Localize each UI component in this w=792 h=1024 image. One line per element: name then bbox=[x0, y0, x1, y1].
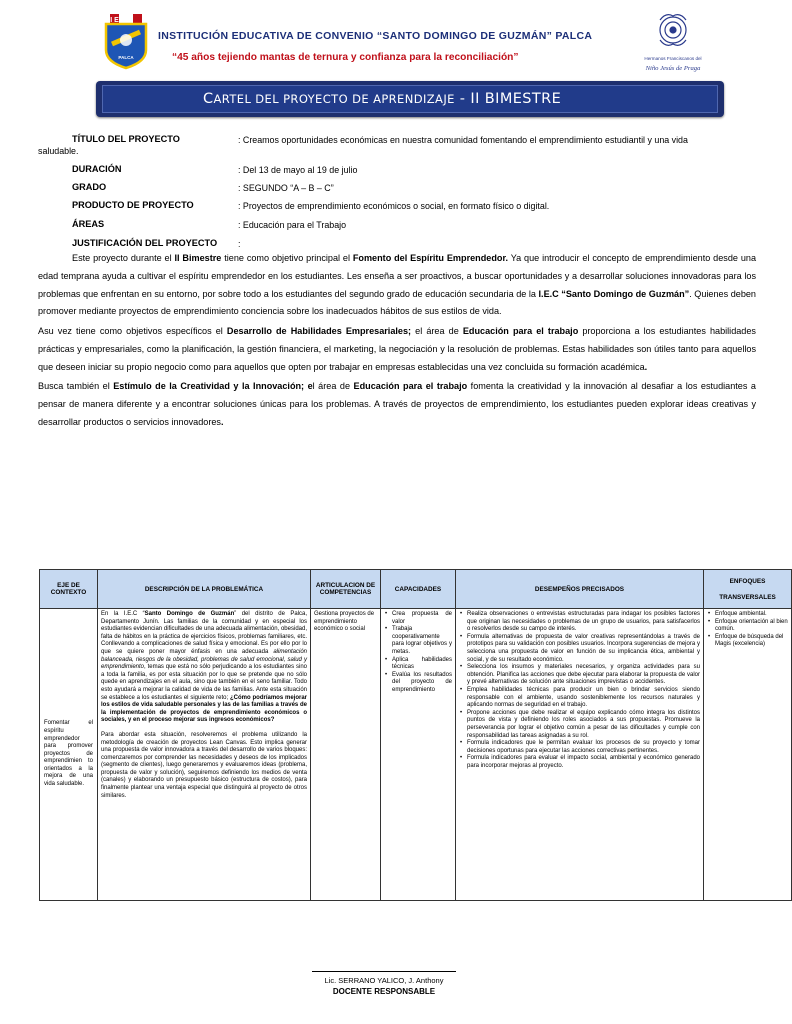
field-value-duracion: : Del 13 de mayo al 19 de julio bbox=[238, 165, 358, 175]
congregation-logo bbox=[636, 10, 710, 76]
page-title: CARTEL DEL PROYECTO DE APRENDIZAJE - II BIMESTRE bbox=[203, 91, 562, 107]
text-run: , temas que está no sólo perjudicando a los estudiantes sino a toda la familia, es por esta situación por lo que se pretende que no sólo quede en aprendizajes en el aula, sino que también en el seno familiar. Todo esto ayudará a mejorar la calidad de vida de las familias. Ante esta situación se establece a los estudiantes el siguiente reto; bbox=[101, 664, 307, 701]
institution-name: INSTITUCIÓN EDUCATIVA DE CONVENIO “SANTO DOMINGO DE GUZMÁN” PALCA bbox=[158, 30, 593, 42]
capacidades-list bbox=[384, 611, 452, 695]
justification-paragraph-2 bbox=[38, 323, 756, 376]
text-run: tiene como objetivo principal el bbox=[221, 253, 353, 263]
table-row bbox=[40, 609, 792, 901]
table-header-row bbox=[40, 570, 792, 609]
cell-eje: Fomentar el espíritu emprendedor para promover proyectos de emprendimien to orientados a la mejora de una vida saludable. bbox=[40, 609, 98, 901]
list-item: • Formula indicadores para evaluar el impacto social, ambiental y económico generado para incorporar mejoras al proyecto. bbox=[467, 755, 700, 770]
text-run: Santo Domingo de Guzmán bbox=[144, 611, 235, 617]
list-item: • Formula alternativas de propuesta de valor creativas representándolas a través de prototipos para su validación con posibles usuarios. Incorpora sugerencias de mejora y selecciona una propuesta de valor en función de su implicancia ética, ambiental y social, y de su resultado económico. bbox=[467, 634, 700, 664]
text-run: II Bimestre bbox=[174, 253, 222, 263]
text-run: Fomento del Espíritu Emprendedor. bbox=[352, 253, 509, 263]
crest-letter-i: I E bbox=[110, 17, 119, 24]
list-item: • Selecciona los insumos y materiales necesarios, y organiza actividades para su obtención. Planifica las acciones que debe ejecutar para elaborar la propuesta de valor y prevé alternativas de solución ante situaciones imprevistas o accidentes. bbox=[467, 664, 700, 687]
signature-name: Lic. SERRANO YALICO, J. Anthony bbox=[324, 976, 444, 985]
list-item: • Evalúa los resultados del proyecto de emprendimiento bbox=[392, 672, 452, 695]
text-run: proporciona a los estudiantes habilidades prácticas y empresariales, como la planificación, la gestión financiera, el marketing, la negociación y la resolución de problemas. Estas habilidades son útiles tanto para aquellos que deseen iniciar su propio negocio como para aquellos que opten por trabajar en empresas establecidas una vez concluida su formación académica bbox=[38, 326, 756, 372]
descripcion-paragraph-2: Para abordar esta situación, resolveremos el problema utilizando la metodología de creación de proyectos Lean Canvas. Esto implica generar una propuesta de valor innovadora a través del desarrollo de varios bloques: comenzaremos por comprender las necesidades y deseos de los implicados (segmento de clientes), luego generaremos y evaluaremos ideas (problema, propuesta de valor y solución), seguiremos definiendo los medios de venta (canales) y elaborando un presupuesto básico (estructura de costos), para finalmente plantear una ventaja especial que distinguirá al proyecto de otros similares. bbox=[101, 731, 307, 799]
crest-label: PALCA bbox=[118, 55, 134, 60]
text-run: Busca también el bbox=[38, 381, 114, 391]
text-run: alimentación balanceada, riesgos de la obesidad, problemas de salud emocional, salud y emprendimiento bbox=[101, 648, 307, 671]
list-item: • Emplea habilidades técnicas para producir un bien o brindar servicios siendo responsable con el ambiente, usando sosteniblemente los recursos naturales y aplicando normas de seguridad en el trabajo. bbox=[467, 687, 700, 710]
list-item: • Crea propuesta de valor bbox=[392, 611, 452, 626]
text-run: Asu vez tiene como objetivos específicos el bbox=[38, 326, 227, 336]
descripcion-paragraph-1 bbox=[101, 611, 307, 725]
list-item: • Enfoque ambiental. bbox=[715, 611, 788, 619]
text-run: Educación para el trabajo bbox=[462, 326, 579, 336]
planning-table bbox=[39, 569, 792, 901]
text-run: ” del distrito de Palca, Departamento Junín. Las familias de la comunidad y en especial los estudiantes evidencian dificultades de una adecuada alimentación, obesidad, falta de hábitos en la práctica de ejercicios físicos, problemas familiares, etc. Conllevando a complicaciones de salud física y emocional. Es por ello por lo que se quiere poner mayor énfasis en una adecuada bbox=[101, 611, 308, 655]
text-run: En la I.E.C “ bbox=[101, 611, 145, 617]
congregation-line2: Niño Jesús de Praga bbox=[645, 65, 701, 72]
header-desempenos: DESEMPEÑOS PRECISADOS bbox=[456, 570, 704, 609]
list-item: • Propone acciones que debe realizar el equipo explicando cómo integra los distintos puntos de vista y definiendo los roles asociados a sus propuestas. Promueve la perseverancia por lograr el objetivo común a pesar de las dificultades y cumple con responsabilidad las tareas asignadas a su rol. bbox=[467, 710, 700, 740]
field-label-areas: ÁREAS bbox=[72, 219, 105, 229]
text-run: . bbox=[644, 361, 648, 372]
cell-desempenos bbox=[456, 609, 704, 901]
header-eje: EJE DE CONTEXTO bbox=[40, 570, 98, 609]
signature-line bbox=[312, 971, 456, 972]
justification-paragraph-3 bbox=[38, 378, 756, 431]
signature-role: DOCENTE RESPONSABLE bbox=[332, 987, 436, 996]
list-item: • Trabaja cooperativamente para lograr objetivos y metas. bbox=[392, 626, 452, 656]
field-value-grado: : SEGUNDO “A – B – C” bbox=[238, 183, 334, 193]
school-crest-logo bbox=[104, 14, 148, 68]
field-label-producto: PRODUCTO DE PROYECTO bbox=[72, 200, 194, 210]
field-value-titulo: : Creamos oportunidades económicas en nuestra comunidad fomentando el emprendimiento estudiantil y una vida bbox=[238, 135, 688, 145]
cell-articulacion: Gestiona proyectos de emprendimiento económico o social bbox=[311, 609, 381, 901]
text-run: Estímulo de la Creatividad y la Innovación; e bbox=[113, 381, 313, 391]
text-run: ¿Cómo podríamos mejorar los estilos de vida saludable personales y las de las familias a través de la implementación de proyectos de emprendimiento económicos o sociales, y en el proceso mejorar sus ingresos económicos? bbox=[101, 694, 307, 724]
list-item: • Enfoque de búsqueda del Magis (excelencia) bbox=[715, 634, 788, 649]
text-run: Ya que introducir el concepto de emprendimiento desde una edad temprana ayuda a cultivar el espíritu emprendedor en los estudiantes. Les enseña a ser proactivos, a buscar oportunidades y a desarrollar soluciones innovadoras para los problemas que enfrentan en su entorno, por sobre todo a los estudiantes del segundo grado de educación secundaria de la bbox=[38, 253, 757, 299]
congregation-line1: Hermanos Franciscanos del bbox=[644, 56, 702, 61]
field-label-justificacion: JUSTIFICACIÓN DEL PROYECTO bbox=[72, 238, 218, 248]
field-label-duracion: DURACIÓN bbox=[72, 164, 122, 174]
text-run: I.E.C “Santo Domingo de Guzmán” bbox=[538, 288, 690, 299]
page-header bbox=[0, 0, 768, 107]
field-label-titulo: TÍTULO DEL PROYECTO bbox=[72, 134, 180, 144]
list-item: • Aplica habilidades técnicas bbox=[392, 657, 452, 672]
field-label-grado: GRADO bbox=[72, 182, 107, 192]
text-run: Educación para el trabajo bbox=[353, 381, 468, 391]
cell-descripcion bbox=[98, 609, 311, 901]
field-value-areas: : Educación para el Trabajo bbox=[238, 220, 347, 230]
text-run: . bbox=[220, 416, 224, 427]
field-value-titulo-cont: saludable. bbox=[38, 146, 79, 156]
text-run: el área de bbox=[411, 326, 463, 336]
header-descripcion: DESCRIPCIÓN DE LA PROBLEMÁTICA bbox=[98, 570, 311, 609]
enfoques-list bbox=[707, 611, 788, 649]
cell-enfoques bbox=[704, 609, 792, 901]
text-run: . Quienes deben promover mediante proyectos de emprendimiento conciencia sobre los inadecuados hábitos de sus estilos de vida. bbox=[38, 288, 756, 317]
field-value-producto: : Proyectos de emprendimiento económicos o social, en formato físico o digital. bbox=[238, 201, 550, 211]
justification-paragraph-1 bbox=[38, 250, 756, 321]
header-enfoques: ENFOQUES TRANSVERSALES bbox=[704, 570, 792, 609]
text-run: fomenta la creatividad y la innovación al desafiar a los estudiantes a pensar de manera diferente y a encontrar soluciones únicas para los problemas. A través de proyectos de emprendimiento, los estudiantes pueden explorar ideas creativas y desarrollar productos o servicios innovadores bbox=[38, 381, 756, 427]
field-value-justificacion: : bbox=[238, 239, 241, 249]
institution-slogan: “45 años tejiendo mantas de ternura y confianza para la reconciliación” bbox=[172, 52, 519, 63]
list-item: • Realiza observaciones o entrevistas estructuradas para indagar los posibles factores que originan las necesidades o problemas de un grupo de usuarios, para satisfacerlos o resolverlos desde su campo de interés. bbox=[467, 611, 700, 634]
list-item: • Formula indicadores que le permitan evaluar los procesos de su proyecto y tomar decisiones oportunas para ejecutar las acciones correctivas pertinentes. bbox=[467, 740, 700, 755]
text-run: Este proyecto durante el bbox=[72, 253, 175, 263]
text-run: Desarrollo de Habilidades Empresariales; bbox=[226, 326, 412, 336]
header-capacidades: CAPACIDADES bbox=[381, 570, 456, 609]
cell-capacidades bbox=[381, 609, 456, 901]
desempenos-list bbox=[459, 611, 700, 770]
list-item: • Enfoque orientación al bien común. bbox=[715, 619, 788, 634]
title-banner bbox=[96, 81, 724, 117]
header-articulacion: ARTICULACION DE COMPETENCIAS bbox=[311, 570, 381, 609]
text-run: l área de bbox=[312, 381, 354, 391]
